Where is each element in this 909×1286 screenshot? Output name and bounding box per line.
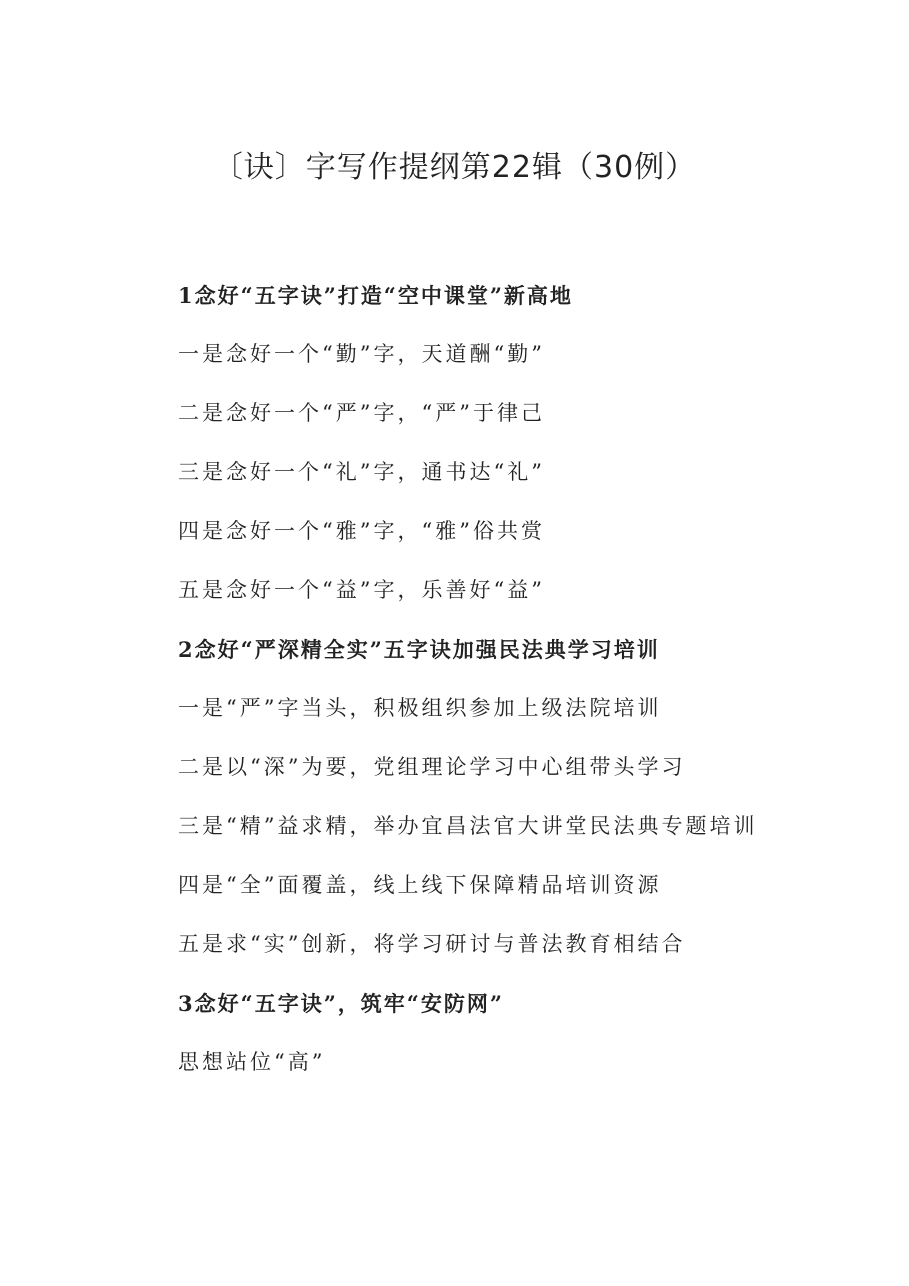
document-body — [140, 266, 780, 1092]
section-heading: 3念好“五字诀”，筑牢“安防网” — [178, 991, 504, 1016]
list-item: 四是“全”面覆盖，线上线下保障精品培训资源 — [178, 873, 662, 897]
list-item: 四是念好一个“雅”字，“雅”俗共赏 — [178, 519, 545, 543]
list-item: 三是“精”益求精，举办宜昌法官大讲堂民法典专题培训 — [178, 814, 758, 838]
list-item: 三是念好一个“礼”字，通书达“礼” — [178, 460, 545, 484]
list-item: 五是念好一个“益”字，乐善好“益” — [178, 578, 545, 602]
list-item: 一是“严”字当头，积极组织参加上级法院培训 — [178, 696, 662, 720]
document-title: 〔诀〕字写作提纲第22辑（30例） — [212, 150, 697, 185]
list-item: 二是念好一个“严”字，“严”于律己 — [178, 401, 545, 425]
list-item: 五是求“实”创新，将学习研讨与普法教育相结合 — [178, 932, 686, 956]
list-item: 一是念好一个“勤”字，天道酬“勤” — [178, 342, 545, 366]
section-heading: 1念好“五字诀”打造“空中课堂”新高地 — [178, 283, 573, 308]
list-item: 二是以“深”为要，党组理论学习中心组带头学习 — [178, 755, 686, 779]
section-heading: 2念好“严深精全实”五字诀加强民法典学习培训 — [178, 637, 660, 662]
list-item: 思想站位“高” — [178, 1050, 326, 1074]
